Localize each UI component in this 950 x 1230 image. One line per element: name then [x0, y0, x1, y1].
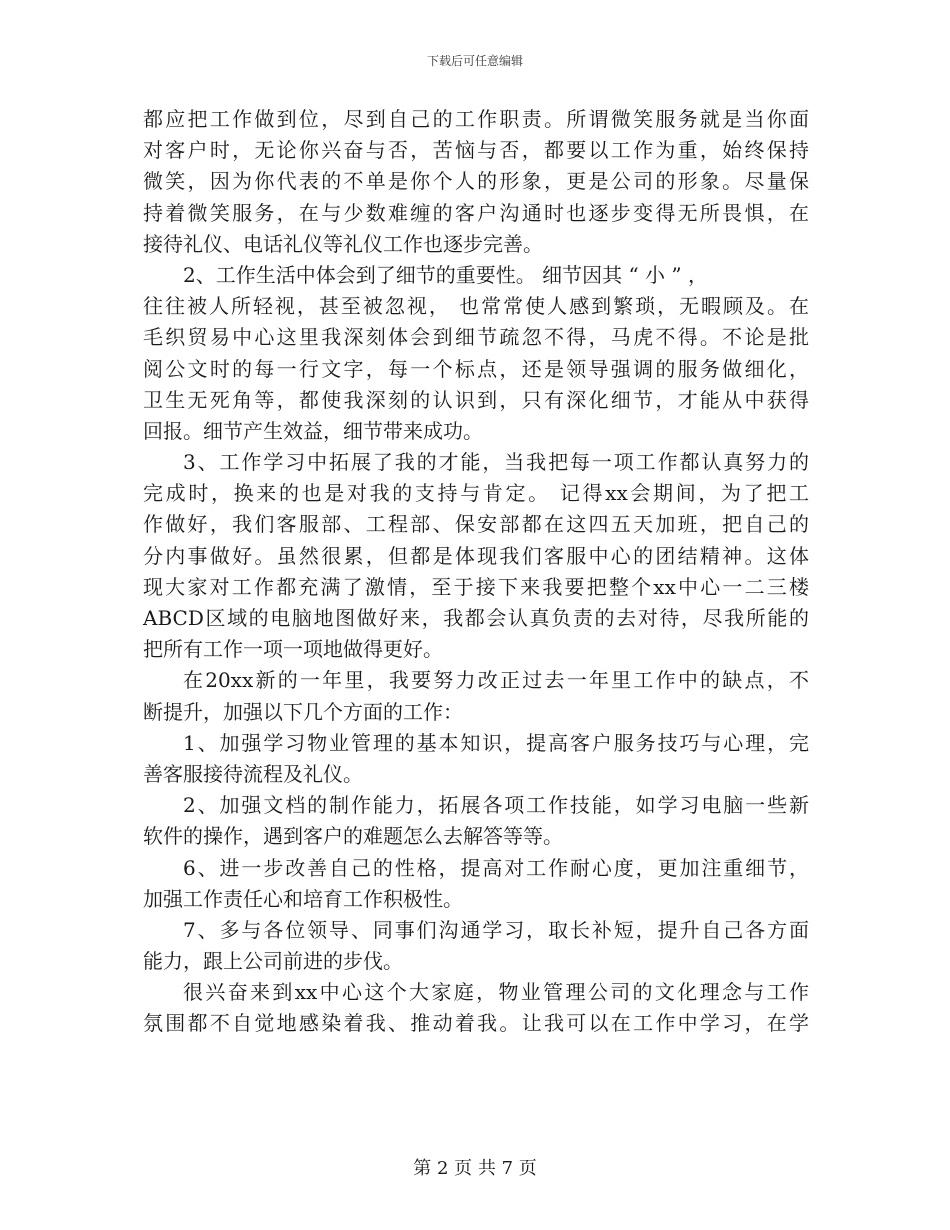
text-line: 都应把工作做到位，尽到自己的工作职责。所谓微笑服务就是当你面: [143, 107, 809, 131]
text-line: 接待礼仪、电话礼仪等礼仪工作也逐步完善。: [143, 231, 543, 256]
text-line: 加强工作责任心和培育工作积极性。: [143, 886, 463, 911]
paragraph-start-line: 3、工作学习中拓展了我的才能，当我把每一项工作都认真努力的: [183, 450, 809, 475]
document-body: [143, 104, 809, 1040]
text-line: 毛织贸易中心这里我深刻体会到细节疏忽不得，马虎不得。不论是批: [143, 325, 809, 350]
text-line: 卫生无死角等，都使我深刻的认识到，只有深化细节，才能从中获得: [143, 387, 809, 412]
text-line: 现大家对工作都充满了激情，至于接下来我要把整个xx中心一二三楼: [143, 574, 809, 599]
text-line: 往往被人所轻视，甚至被忽视， 也常常使人感到繁琐，无暇顾及。在: [143, 294, 809, 319]
text-line: 分内事做好。虽然很累，但都是体现我们客服中心的团结精神。这体: [143, 543, 809, 568]
paragraph-start-line: 很兴奋来到xx中心这个大家庭，物业管理公司的文化理念与工作: [183, 980, 809, 1005]
text-line: 把所有工作一项一项地做得更好。: [143, 637, 443, 662]
text-line: ABCD区域的电脑地图做好来，我都会认真负责的去对待，尽我所能的: [143, 606, 809, 630]
page-number: 第 2 页 共 7 页: [413, 1158, 537, 1179]
text-line: 回报。细节产生效益，细节带来成功。: [143, 418, 483, 443]
text-line: 对客户时，无论你兴奋与否，苦恼与否，都要以工作为重，始终保持: [143, 138, 809, 163]
page-header: 下载后可任意编辑: [426, 54, 523, 68]
text-line: 微笑，因为你代表的不单是你个人的形象，更是公司的形象。尽量保: [143, 169, 809, 194]
text-line: 完成时，换来的也是对我的支持与肯定。 记得xx会期间，为了把工: [143, 481, 809, 506]
text-line: 善客服接待流程及礼仪。: [143, 761, 363, 786]
paragraph-start-line: 2、工作生活中体会到了细节的重要性。 细节因其 “ 小 ” ，: [183, 262, 708, 287]
list-item-line: 6、进一步改善自己的性格，提高对工作耐心度，更加注重细节，: [183, 855, 809, 880]
list-item-line: 2、加强文档的制作能力，拓展各项工作技能，如学习电脑一些新: [183, 793, 809, 818]
list-item-line: 7、多与各位领导、同事们沟通学习，取长补短，提升自己各方面: [183, 917, 809, 942]
paragraph-start-line: 在20xx新的一年里，我要努力改正过去一年里工作中的缺点，不: [183, 668, 809, 693]
text-line: 氛围都不自觉地感染着我、推动着我。让我可以在工作中学习，在学: [143, 1011, 809, 1036]
list-item-line: 1、加强学习物业管理的基本知识，提高客户服务技巧与心理，完: [183, 730, 809, 755]
text-line: 能力，跟上公司前进的步伐。: [143, 949, 403, 974]
text-line: 软件的操作，遇到客户的难题怎么去解答等等。: [143, 824, 563, 849]
text-line: 断提升，加强以下几个方面的工作：: [143, 699, 463, 724]
text-line: 持着微笑服务，在与少数难缠的客户沟通时也逐步变得无所畏惧，在: [143, 200, 809, 225]
text-line: 作做好，我们客服部、工程部、保安部都在这四五天加班，把自己的: [143, 512, 809, 537]
text-line: 阅公文时的每一行文字，每一个标点，还是领导强调的服务做细化，: [143, 356, 809, 381]
